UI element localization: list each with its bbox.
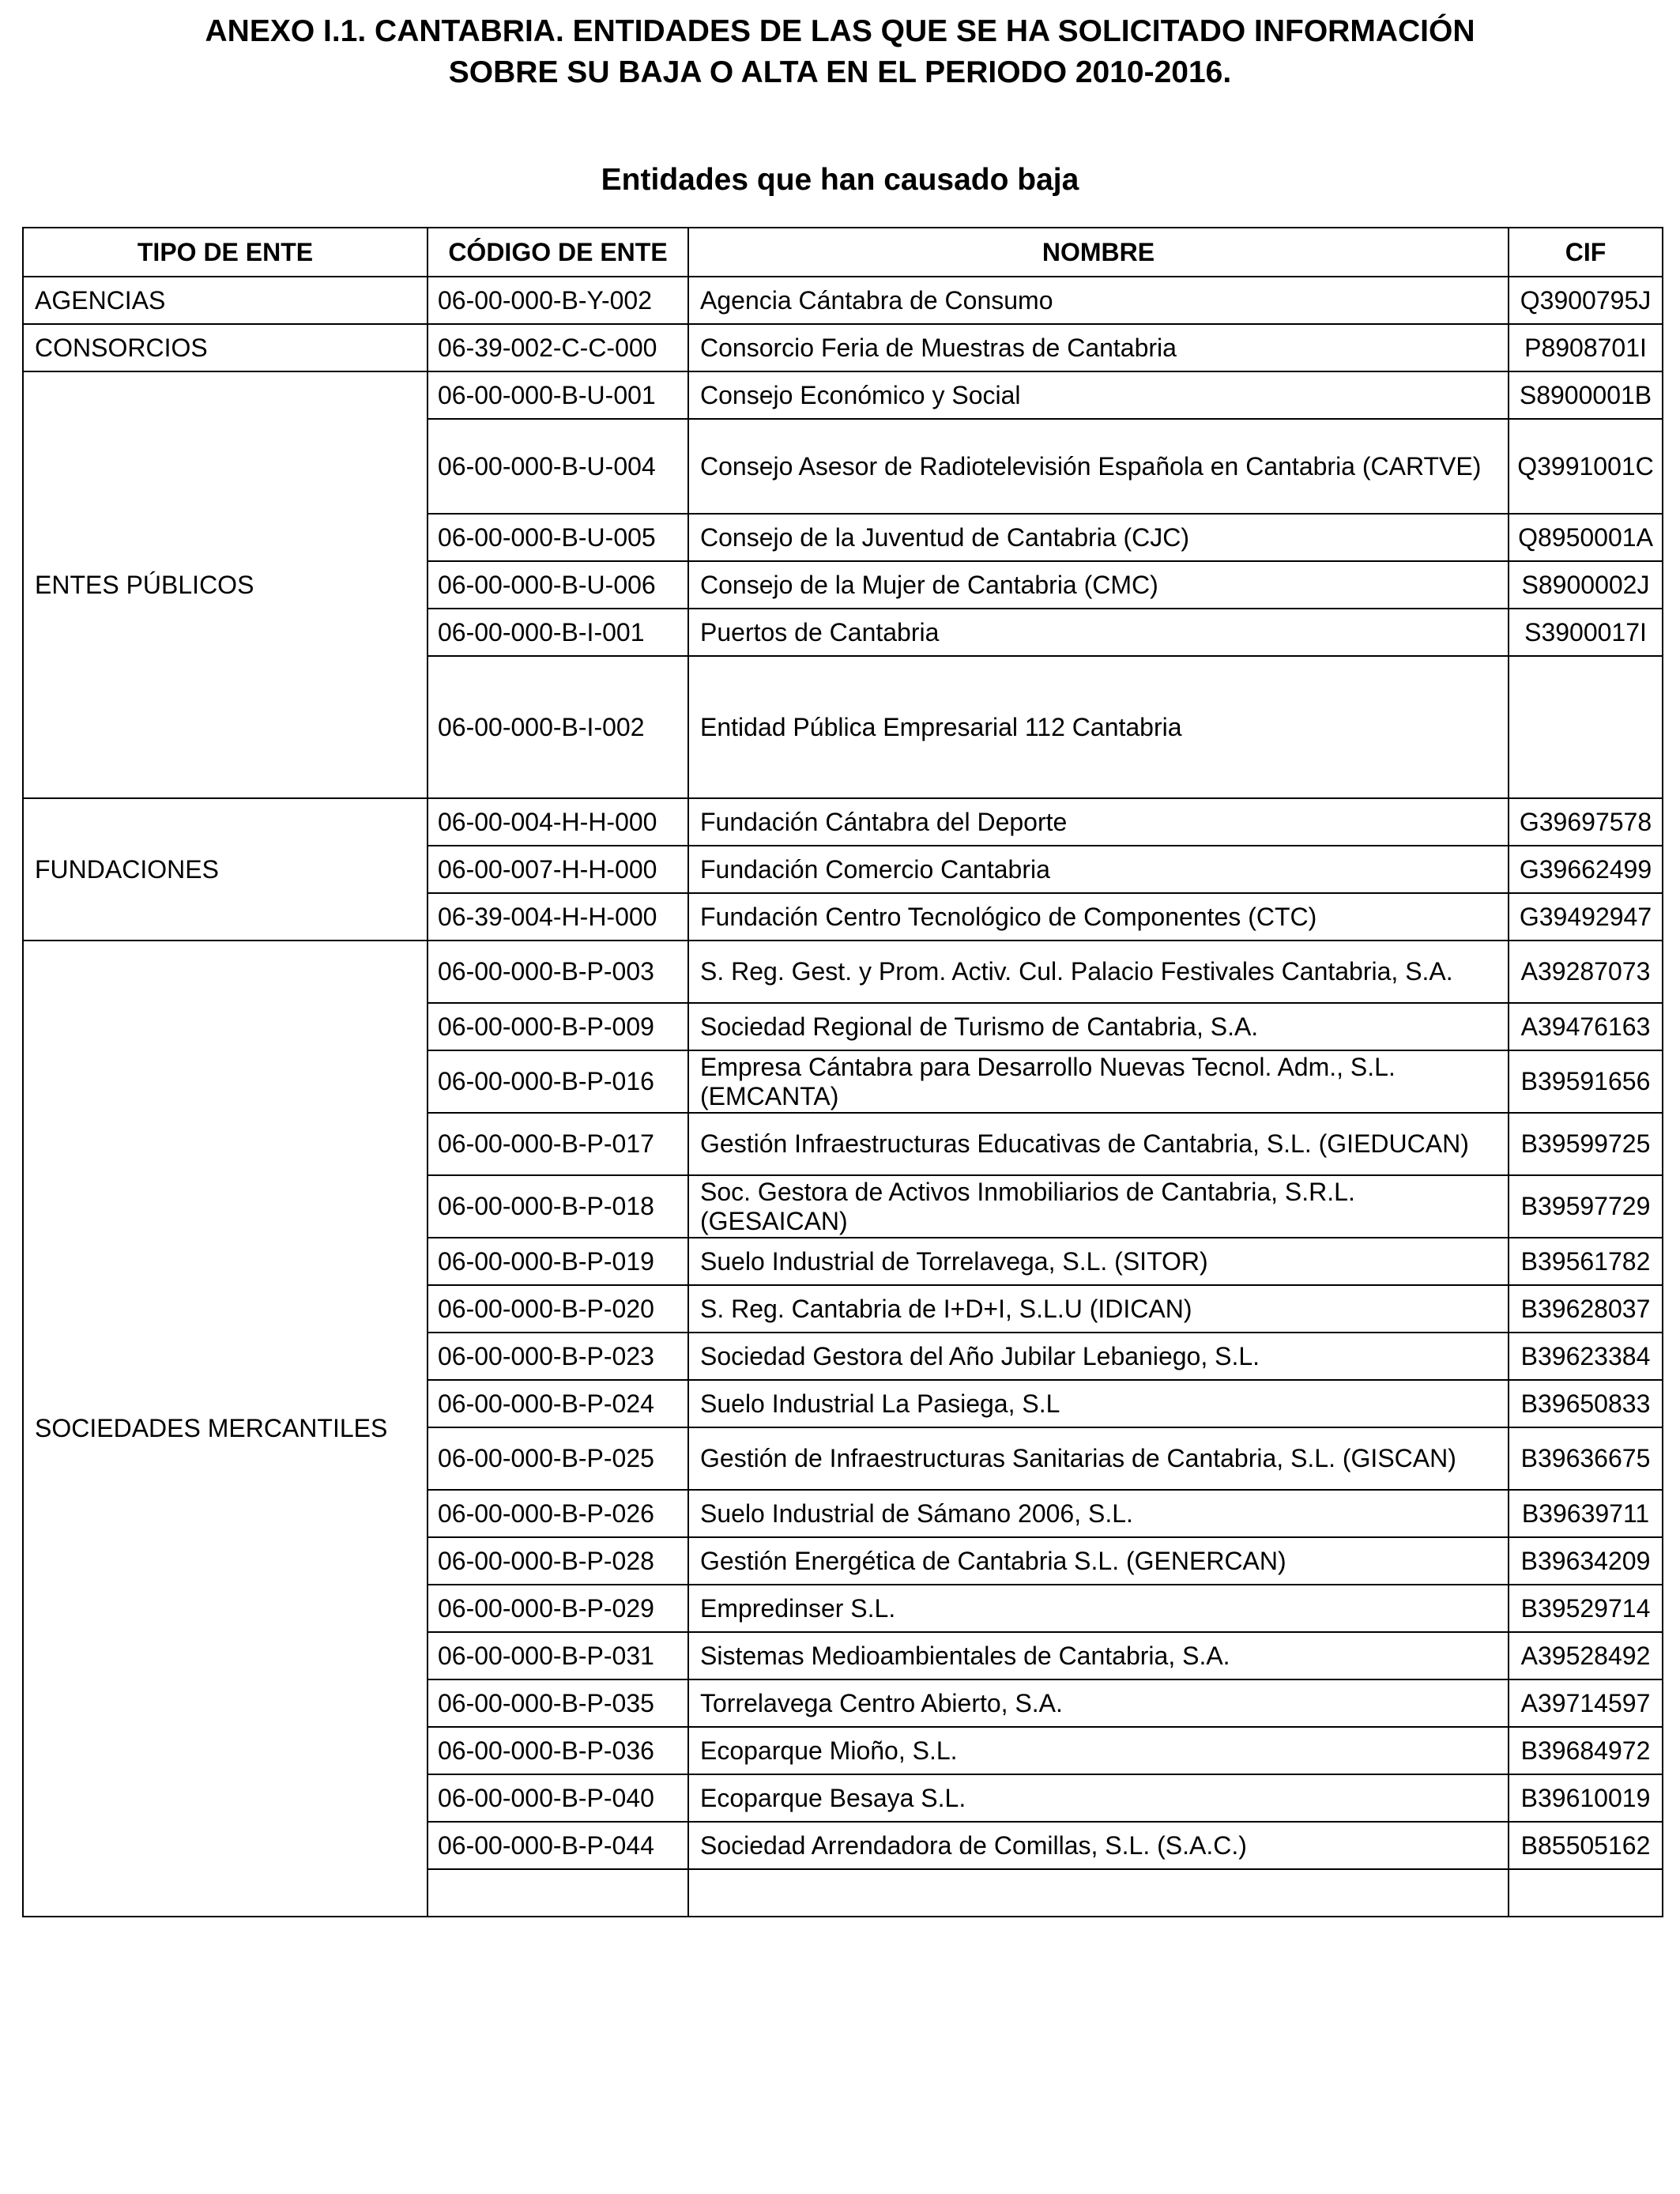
cif-cell: B39529714 — [1509, 1585, 1663, 1632]
cif-cell: B39561782 — [1509, 1238, 1663, 1285]
codigo-cell: 06-00-000-B-P-025 — [428, 1427, 688, 1490]
table-header-row — [23, 228, 1663, 277]
tipo-cell: SOCIEDADES MERCANTILES — [23, 941, 428, 1917]
codigo-cell: 06-00-000-B-P-028 — [428, 1537, 688, 1585]
codigo-cell: 06-00-004-H-H-000 — [428, 798, 688, 846]
cif-cell: B39684972 — [1509, 1727, 1663, 1774]
codigo-cell: 06-00-000-B-P-044 — [428, 1822, 688, 1869]
header-cif: CIF — [1509, 228, 1663, 277]
entities-table — [22, 227, 1663, 1917]
nombre-cell: Gestión Energética de Cantabria S.L. (GENERCAN) — [688, 1537, 1509, 1585]
nombre-cell: Sistemas Medioambientales de Cantabria, S.A. — [688, 1632, 1509, 1679]
codigo-cell: 06-00-000-B-P-040 — [428, 1774, 688, 1822]
codigo-cell: 06-00-000-B-I-001 — [428, 609, 688, 656]
tipo-cell: AGENCIAS — [23, 277, 428, 324]
nombre-cell: Soc. Gestora de Activos Inmobiliarios de Cantabria, S.R.L. (GESAICAN) — [688, 1175, 1509, 1238]
cif-cell: A39528492 — [1509, 1632, 1663, 1679]
cif-cell — [1509, 1869, 1663, 1917]
codigo-cell: 06-39-004-H-H-000 — [428, 893, 688, 941]
codigo-cell: 06-00-000-B-U-001 — [428, 371, 688, 419]
codigo-cell: 06-00-000-B-Y-002 — [428, 277, 688, 324]
nombre-cell: Puertos de Cantabria — [688, 609, 1509, 656]
codigo-cell: 06-00-000-B-P-020 — [428, 1285, 688, 1333]
cif-cell: G39492947 — [1509, 893, 1663, 941]
codigo-cell: 06-00-000-B-P-023 — [428, 1333, 688, 1380]
header-codigo: CÓDIGO DE ENTE — [428, 228, 688, 277]
nombre-cell: Ecoparque Mioño, S.L. — [688, 1727, 1509, 1774]
cif-cell: B39623384 — [1509, 1333, 1663, 1380]
tipo-cell: ENTES PÚBLICOS — [23, 371, 428, 798]
nombre-cell: Torrelavega Centro Abierto, S.A. — [688, 1679, 1509, 1727]
nombre-cell: Consorcio Feria de Muestras de Cantabria — [688, 324, 1509, 371]
codigo-cell: 06-00-000-B-U-004 — [428, 419, 688, 514]
codigo-cell: 06-00-000-B-I-002 — [428, 656, 688, 798]
cif-cell: B39591656 — [1509, 1050, 1663, 1113]
cif-cell: Q8950001A — [1509, 514, 1663, 561]
table-row — [23, 324, 1663, 371]
codigo-cell: 06-00-000-B-P-026 — [428, 1490, 688, 1537]
codigo-cell: 06-00-000-B-U-006 — [428, 561, 688, 609]
nombre-cell: Entidad Pública Empresarial 112 Cantabria — [688, 656, 1509, 798]
cif-cell: S3900017I — [1509, 609, 1663, 656]
cif-cell: B39636675 — [1509, 1427, 1663, 1490]
cif-cell: B39597729 — [1509, 1175, 1663, 1238]
tipo-cell: CONSORCIOS — [23, 324, 428, 371]
nombre-cell: Consejo de la Juventud de Cantabria (CJC) — [688, 514, 1509, 561]
nombre-cell: Consejo de la Mujer de Cantabria (CMC) — [688, 561, 1509, 609]
cif-cell: G39662499 — [1509, 846, 1663, 893]
nombre-cell: S. Reg. Gest. y Prom. Activ. Cul. Palacio Festivales Cantabria, S.A. — [688, 941, 1509, 1003]
header-tipo: TIPO DE ENTE — [23, 228, 428, 277]
cif-cell: B39599725 — [1509, 1113, 1663, 1175]
nombre-cell: Suelo Industrial La Pasiega, S.L — [688, 1380, 1509, 1427]
nombre-cell: Fundación Centro Tecnológico de Componentes (CTC) — [688, 893, 1509, 941]
codigo-cell: 06-00-000-B-P-003 — [428, 941, 688, 1003]
page-title — [79, 11, 1601, 93]
nombre-cell: Gestión Infraestructuras Educativas de Cantabria, S.L. (GIEDUCAN) — [688, 1113, 1509, 1175]
codigo-cell: 06-00-000-B-P-019 — [428, 1238, 688, 1285]
codigo-cell — [428, 1869, 688, 1917]
cif-cell: G39697578 — [1509, 798, 1663, 846]
page-title-line-1: ANEXO I.1. CANTABRIA. ENTIDADES DE LAS QUE SE HA SOLICITADO INFORMACIÓN — [205, 14, 1475, 48]
codigo-cell: 06-00-000-B-P-031 — [428, 1632, 688, 1679]
cif-cell: B39634209 — [1509, 1537, 1663, 1585]
table-row — [23, 371, 1663, 419]
cif-cell: B85505162 — [1509, 1822, 1663, 1869]
cif-cell — [1509, 656, 1663, 798]
table-row — [23, 798, 1663, 846]
codigo-cell: 06-00-000-B-P-009 — [428, 1003, 688, 1050]
codigo-cell: 06-00-000-B-P-024 — [428, 1380, 688, 1427]
nombre-cell: Sociedad Gestora del Año Jubilar Lebaniego, S.L. — [688, 1333, 1509, 1380]
table-row — [23, 277, 1663, 324]
nombre-cell: Ecoparque Besaya S.L. — [688, 1774, 1509, 1822]
cif-cell: P8908701I — [1509, 324, 1663, 371]
codigo-cell: 06-00-000-B-P-017 — [428, 1113, 688, 1175]
nombre-cell: Empredinser S.L. — [688, 1585, 1509, 1632]
codigo-cell: 06-00-000-B-P-016 — [428, 1050, 688, 1113]
page-title-line-2: SOBRE SU BAJA O ALTA EN EL PERIODO 2010-2016. — [448, 55, 1232, 89]
codigo-cell: 06-39-002-C-C-000 — [428, 324, 688, 371]
cif-cell: A39714597 — [1509, 1679, 1663, 1727]
cif-cell: A39476163 — [1509, 1003, 1663, 1050]
nombre-cell: Agencia Cántabra de Consumo — [688, 277, 1509, 324]
cif-cell: B39610019 — [1509, 1774, 1663, 1822]
table-row — [23, 941, 1663, 1003]
nombre-cell: S. Reg. Cantabria de I+D+I, S.L.U (IDICAN) — [688, 1285, 1509, 1333]
codigo-cell: 06-00-000-B-U-005 — [428, 514, 688, 561]
cif-cell: S8900001B — [1509, 371, 1663, 419]
codigo-cell: 06-00-000-B-P-018 — [428, 1175, 688, 1238]
nombre-cell: Empresa Cántabra para Desarrollo Nuevas Tecnol. Adm., S.L. (EMCANTA) — [688, 1050, 1509, 1113]
codigo-cell: 06-00-000-B-P-035 — [428, 1679, 688, 1727]
nombre-cell: Sociedad Regional de Turismo de Cantabria, S.A. — [688, 1003, 1509, 1050]
cif-cell: B39639711 — [1509, 1490, 1663, 1537]
nombre-cell: Fundación Cántabra del Deporte — [688, 798, 1509, 846]
codigo-cell: 06-00-000-B-P-029 — [428, 1585, 688, 1632]
nombre-cell: Gestión de Infraestructuras Sanitarias de Cantabria, S.L. (GISCAN) — [688, 1427, 1509, 1490]
tipo-cell: FUNDACIONES — [23, 798, 428, 941]
cif-cell: A39287073 — [1509, 941, 1663, 1003]
nombre-cell: Fundación Comercio Cantabria — [688, 846, 1509, 893]
codigo-cell: 06-00-007-H-H-000 — [428, 846, 688, 893]
nombre-cell: Sociedad Arrendadora de Comillas, S.L. (S.A.C.) — [688, 1822, 1509, 1869]
cif-cell: B39650833 — [1509, 1380, 1663, 1427]
section-title: Entidades que han causado baja — [601, 163, 1079, 197]
nombre-cell: Consejo Económico y Social — [688, 371, 1509, 419]
nombre-cell: Suelo Industrial de Sámano 2006, S.L. — [688, 1490, 1509, 1537]
nombre-cell: Consejo Asesor de Radiotelevisión Española en Cantabria (CARTVE) — [688, 419, 1509, 514]
cif-cell: Q3991001C — [1509, 419, 1663, 514]
cif-cell: S8900002J — [1509, 561, 1663, 609]
nombre-cell: Suelo Industrial de Torrelavega, S.L. (SITOR) — [688, 1238, 1509, 1285]
cif-cell: Q3900795J — [1509, 277, 1663, 324]
cif-cell: B39628037 — [1509, 1285, 1663, 1333]
header-nombre: NOMBRE — [688, 228, 1509, 277]
codigo-cell: 06-00-000-B-P-036 — [428, 1727, 688, 1774]
nombre-cell — [688, 1869, 1509, 1917]
